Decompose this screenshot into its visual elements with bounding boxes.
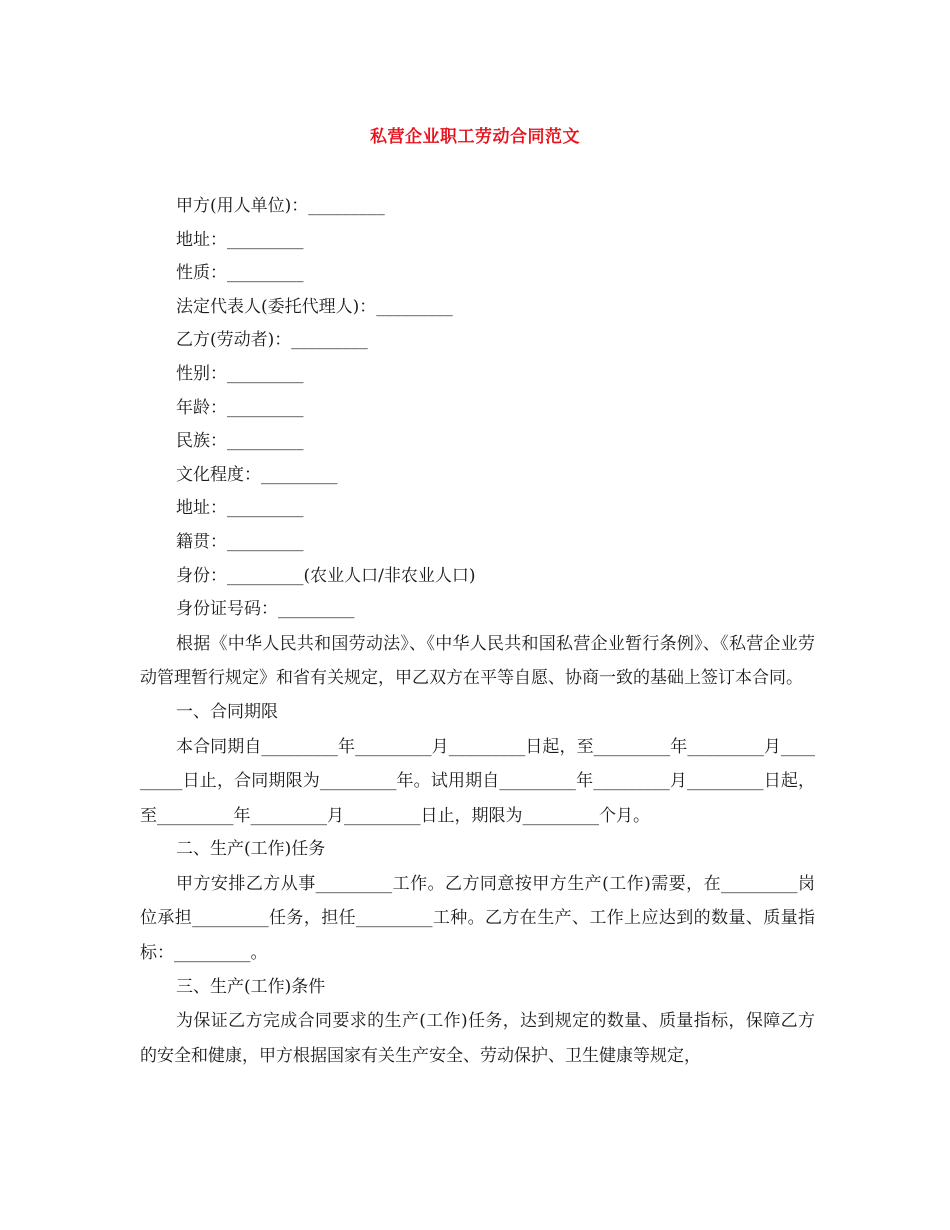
field-native-place: 籍贯：_________ — [176, 531, 304, 552]
field-address-a: 地址：_________ — [176, 229, 304, 250]
intro-paragraph: 根据《中华人民共和国劳动法》、《中华人民共和国私营企业暂行条例》、《私营企业劳动管理暂行规定》和省有关规定，甲乙双方在平等自愿、协商一致的基础上签订本合同。 — [140, 633, 815, 689]
field-gender: 性别：_________ — [176, 363, 304, 384]
field-identity: 身份：_________(农业人口/非农业人口) — [176, 565, 476, 586]
field-address-b: 地址：_________ — [176, 498, 304, 519]
section-3-heading: 三、生产(工作)条件 — [176, 976, 326, 997]
document-title: 私营企业职工劳动合同范文 — [370, 127, 580, 147]
field-ethnicity: 民族：_________ — [176, 431, 304, 452]
field-education: 文化程度：_________ — [176, 464, 338, 485]
section-1-body: 本合同期自_________年_________月_________日起，至_________年_________月_________日止，合同期限为_________年。试用期自_________年_________月_________日起，至_________年_________月_________日止，期限为_________个月。 — [140, 736, 815, 826]
section-2-heading: 二、生产(工作)任务 — [176, 839, 326, 860]
field-party-a: 甲方(用人单位)：_________ — [176, 196, 385, 216]
section-1-heading: 一、合同期限 — [176, 701, 278, 722]
field-id-number: 身份证号码：_________ — [176, 599, 355, 620]
field-nature: 性质：_________ — [176, 263, 304, 284]
section-2-body: 甲方安排乙方从事_________工作。乙方同意按甲方生产(工作)需要，在_________岗位承担_________任务，担任_________工种。乙方在生产、工作上应达到的数量、质量指标：_________。 — [140, 873, 815, 964]
section-3-body: 为保证乙方完成合同要求的生产(工作)任务，达到规定的数量、质量指标，保障乙方的安全和健康，甲方根据国家有关生产安全、劳动保护、卫生健康等规定， — [140, 1011, 815, 1066]
document-body — [140, 190, 815, 1073]
field-legal-representative: 法定代表人(委托代理人)：_________ — [176, 296, 453, 317]
field-party-b: 乙方(劳动者)：_________ — [176, 330, 368, 351]
field-age: 年龄：_________ — [176, 397, 304, 418]
